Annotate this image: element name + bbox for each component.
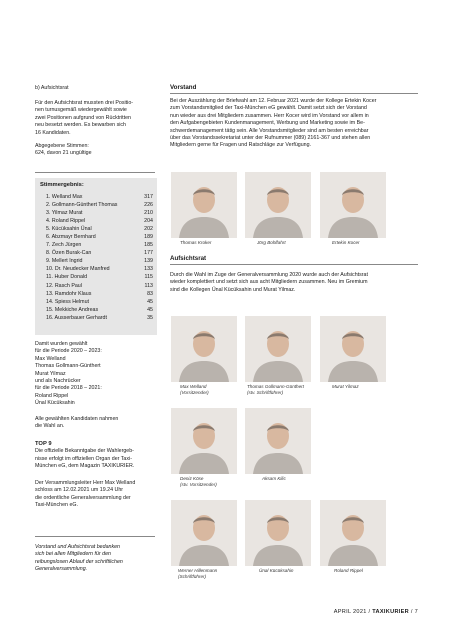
results-title: Stimmergebnis: xyxy=(40,182,84,188)
caption: Aksam Kilic xyxy=(262,476,286,481)
candidate-name: 3. Yilmaz Murat xyxy=(46,210,83,217)
result-row xyxy=(46,217,153,225)
vote-count: 177 xyxy=(144,250,153,257)
portrait-photo xyxy=(245,316,311,382)
caption: Murat Yilmaz xyxy=(332,384,359,389)
person-silhouette-icon xyxy=(320,172,386,238)
result-row xyxy=(46,314,153,322)
aufsichtsrat-text: Durch die Wahl im Zuge der Generalversammlung 2020 wurde auch der Aufsichtsrat wieder komplettiert und setzt sich aus acht Mitgliedern zusammen. Neu im Gremium sind die Kollegen Ünal Kücüksahin und Murat Yilmaz. xyxy=(170,272,368,293)
candidate-name: 14. Spiess Helmut xyxy=(46,298,89,305)
result-row xyxy=(46,306,153,314)
candidate-name: 5. Kücüksahin Ünal xyxy=(46,226,92,233)
caption: Deniz Köse (stv. Vorsitzender) xyxy=(180,476,217,487)
vote-count: 226 xyxy=(144,202,153,209)
results-box xyxy=(35,178,157,335)
caption: Ertekin Kocer xyxy=(332,240,360,245)
candidate-name: 7. Zech Jürgen xyxy=(46,242,82,249)
result-row xyxy=(46,193,153,201)
person-silhouette-icon xyxy=(320,316,386,382)
person-silhouette-icon xyxy=(320,500,386,566)
page-footer xyxy=(334,609,418,615)
result-row xyxy=(46,233,153,241)
vote-count: 210 xyxy=(144,210,153,217)
caption: Thomas Kroker xyxy=(180,240,212,245)
footer-page: / 7 xyxy=(410,609,418,615)
vote-count: 83 xyxy=(147,290,153,297)
results-list xyxy=(46,193,153,322)
candidate-name: 13. Ramdohr Klaus xyxy=(46,290,92,297)
portrait-photo xyxy=(171,316,237,382)
vote-count: 317 xyxy=(144,194,153,200)
divider xyxy=(35,536,155,537)
divider xyxy=(35,172,155,173)
result-row xyxy=(46,273,153,281)
result-row xyxy=(46,257,153,265)
candidate-name: 4. Roland Rippel xyxy=(46,218,86,225)
portrait-photo xyxy=(245,500,311,566)
caption: Thomas Gollmann-Günthert (stv. Schriftführer) xyxy=(247,384,304,395)
votes-cast: Abgegebene Stimmen: 624, davon 21 ungültige xyxy=(35,143,92,157)
top9: TOP 9 Die offizielle Bekanntgabe der Wahlergeb- nisse erfolgt im offiziellen Organ der Taxi- München eG, dem Magazin TAXIKURIER. xyxy=(35,441,135,470)
portrait-photo xyxy=(320,500,386,566)
person-silhouette-icon xyxy=(171,316,237,382)
accept-text: Alle gewählten Kandidaten nahmen die Wahl an. xyxy=(35,416,119,430)
candidate-name: 12. Rasch Paul xyxy=(46,282,82,289)
candidate-name: 11. Huber Donald xyxy=(46,274,88,281)
portrait-photo xyxy=(320,316,386,382)
closing-text: Der Versammlungsleiter Herr Max Welland schloss am 12.02.2021 um 19.24 Uhr die ordentliche Generalversammlung der Taxi-München eG. xyxy=(35,480,136,509)
vote-count: 113 xyxy=(144,282,153,289)
portrait-photo xyxy=(320,172,386,238)
vorstand-text: Bei der Auszählung der Briefwahl am 12. Februar 2021 wurde der Kollege Ertekin Kocer zum Vorstandsmitglied der Taxi-München eG gewählt. Damit setzt sich der Vorstand nun wieder aus drei Mitgliedern zusammen. Herr Kocer wird im Vorstand vor allem in den Aufgabengebieten Kundenmanagement, Werbung und Marketing sowie im Be- schwerdemanagement tätig sein. Alle Vorstandsmitglieder sind am besten erreichbar über das Vorstandssekretariat unter der Rufnummer (089) 2161-367 und stehen allen Mitgliedern gerne für Fragen und Ratschläge zur Verfügung. xyxy=(170,98,377,149)
portrait-photo xyxy=(171,500,237,566)
intro-text: Für den Aufsichtsrat mussten drei Positio- nen turnusgemäß wiedergewählt sowie zwei Positionen aufgrund von Rücktritten neu besetzt werden. Es bewarben sich 16 Kandidaten. xyxy=(35,100,134,136)
portrait-photo xyxy=(245,408,311,474)
candidate-name: 8. Özen Burak-Can xyxy=(46,250,92,257)
person-silhouette-icon xyxy=(245,172,311,238)
candidate-name: 9. Mellert Ingrid xyxy=(46,258,83,265)
result-row xyxy=(46,201,153,209)
result-row xyxy=(46,209,153,217)
thanks-text: Vorstand und Aufsichtsrat bedanken sich bei allen Mitgliedern für den reibungslosen Ablauf der schriftlichen Generalversammlung. xyxy=(35,544,123,573)
person-silhouette-icon xyxy=(171,500,237,566)
result-row xyxy=(46,265,153,273)
vote-count: 189 xyxy=(144,234,153,241)
vote-count: 35 xyxy=(147,314,153,321)
candidate-name: 2. Gollmann-Günthert Thomas xyxy=(46,202,118,209)
portrait-photo xyxy=(171,172,237,238)
vote-count: 204 xyxy=(144,218,153,225)
portrait-photo xyxy=(245,172,311,238)
vote-count: 202 xyxy=(144,226,153,233)
portrait-photo xyxy=(171,408,237,474)
caption: Roland Rippel xyxy=(334,568,363,573)
elected-text: Damit wurden gewählt für die Periode 2020 – 2023: Max Welland Thomas Gollmann-Günthert Murat Yilmaz und als Nachrücker für die Periode 2018 – 2021: Roland Rippel Ünal Kücüksahin xyxy=(35,341,102,407)
person-silhouette-icon xyxy=(171,172,237,238)
candidate-name: 6. Abzmayr Bernhard xyxy=(46,234,96,241)
caption: Ünal Kücüksahin xyxy=(259,568,294,573)
vorstand-title: Vorstand xyxy=(170,84,197,91)
caption: Max Welland (Vorsitzender) xyxy=(180,384,209,395)
person-silhouette-icon xyxy=(245,408,311,474)
person-silhouette-icon xyxy=(245,500,311,566)
candidate-name: 1. Welland Max xyxy=(46,194,83,200)
candidate-name: 15. Mekkiche Andreas xyxy=(46,306,99,313)
result-row xyxy=(46,290,153,298)
divider xyxy=(170,264,418,265)
vote-count: 45 xyxy=(147,306,153,313)
person-silhouette-icon xyxy=(171,408,237,474)
footer-month: APRIL 2021 / xyxy=(333,609,371,615)
vote-count: 139 xyxy=(144,258,153,265)
aufsichtsrat-title: Aufsichtsrat xyxy=(170,255,207,262)
caption: Werner Hillenmann (Schriftführer) xyxy=(178,568,218,579)
result-row xyxy=(46,282,153,290)
result-row xyxy=(46,241,153,249)
result-row xyxy=(46,298,153,306)
vote-count: 115 xyxy=(144,274,153,281)
b-heading: b) Aufsichtsrat xyxy=(35,85,69,91)
person-silhouette-icon xyxy=(245,316,311,382)
result-row xyxy=(46,225,153,233)
divider xyxy=(170,93,418,94)
vote-count: 133 xyxy=(144,266,153,273)
vote-count: 45 xyxy=(147,298,153,305)
vote-count: 185 xyxy=(144,242,153,249)
result-row xyxy=(46,249,153,257)
footer-magazine: TAXIKURIER xyxy=(372,609,410,615)
caption: Jörg Bohlfahrt xyxy=(257,240,286,245)
candidate-name: 16. Ausserbauer Gerhardt xyxy=(46,314,107,321)
candidate-name: 10. Dr. Neudecker Manfred xyxy=(46,266,110,273)
